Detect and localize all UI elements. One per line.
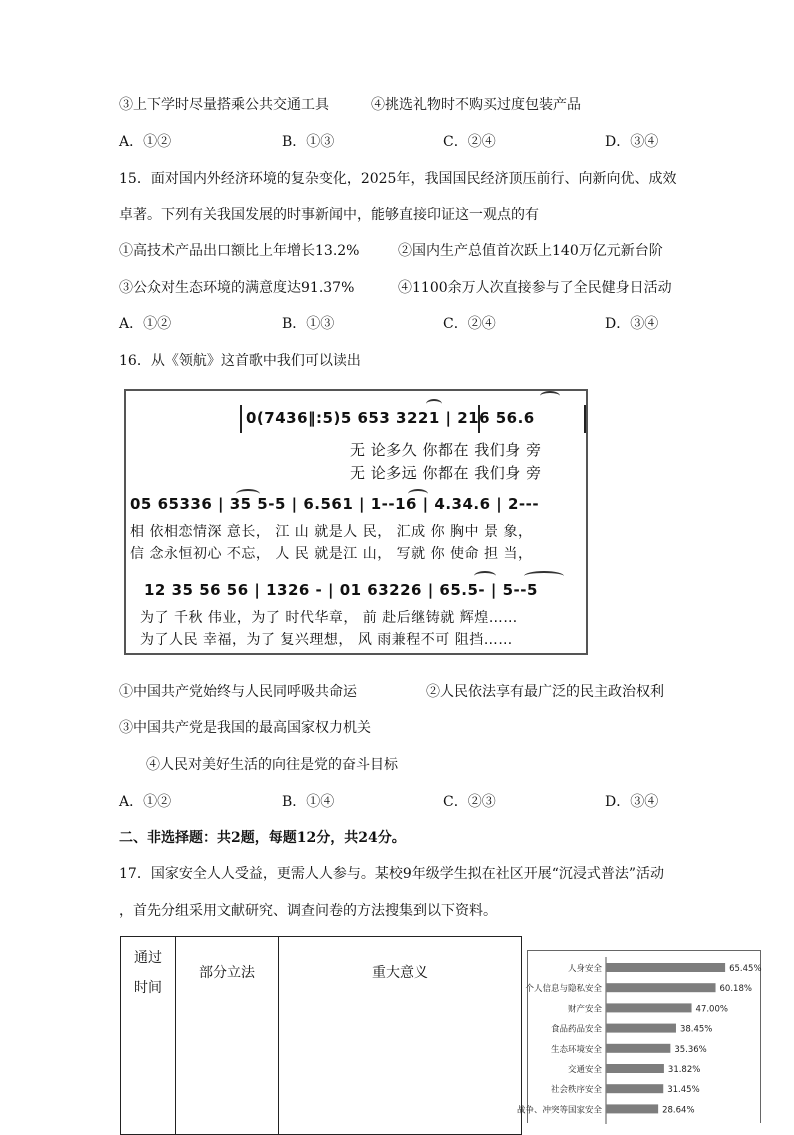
- category-label: 生态环境安全: [550, 1044, 602, 1055]
- score-row2-lyric2: 信 念永恒初心 不忘， 人 民 就是江 山， 写就 你 使命 担 当，: [130, 546, 533, 562]
- q17-stem-line1: 17．国家安全人人受益，更需人人参与。某校9年级学生拟在社区开展“沉浸式普法”活动: [119, 866, 665, 882]
- category-label: 个人信息与隐私安全: [525, 984, 602, 995]
- value-label: 35.36%: [674, 1044, 707, 1055]
- table-header-legislation: 部分立法: [176, 937, 279, 1135]
- song-score-image: [124, 389, 588, 655]
- slur-mark: [524, 571, 564, 581]
- bar: [606, 1044, 670, 1053]
- q15-choice-c: C．②④: [443, 316, 496, 332]
- value-label: 47.00%: [695, 1004, 728, 1015]
- bar: [606, 1084, 663, 1093]
- score-row2-notes: 05 65336 | 35 5-5 | 6.561 | 1--16 | 4.34.6 | 2---: [130, 495, 540, 513]
- bar: [606, 1064, 664, 1073]
- bar-chart-svg: [516, 951, 762, 1124]
- bar: [606, 963, 725, 972]
- q17-stem-line2: ，首先分组采用文献研究、调查问卷的方法搜集到以下资料。: [119, 903, 497, 919]
- q15-option-1: ①高技术产品出口额比上年增长13.2%: [119, 243, 360, 259]
- value-label: 31.82%: [667, 1065, 701, 1075]
- q14-option-4: ④挑选礼物时不购买过度包装产品: [371, 97, 581, 113]
- score-row2-lyric1: 相 依相恋情深 意长， 江 山 就是人 民， 汇成 你 胸中 景 象，: [130, 524, 533, 540]
- slur-mark: [474, 571, 496, 581]
- category-label: 财产安全: [567, 1004, 602, 1015]
- q16-stem: 16．从《领航》这首歌中我们可以读出: [119, 353, 361, 369]
- q16-choice-a: A．①②: [119, 794, 172, 810]
- slur-mark: [540, 391, 560, 401]
- q15-option-3: ③公众对生态环境的满意度达91.37%: [119, 280, 355, 296]
- bar: [606, 1003, 692, 1012]
- bar: [606, 983, 716, 992]
- q16-option-4: ④人民对美好生活的向往是党的奋斗目标: [146, 757, 398, 773]
- table-header-significance: 重大意义: [279, 937, 522, 1135]
- score-row3-notes: 12 35 56 56 | 1326 - | 01 63226 | 65.5- | 5--5: [144, 581, 538, 599]
- bar-line: [240, 405, 242, 433]
- q16-choice-d: D．③④: [605, 794, 659, 810]
- value-label: 38.45%: [679, 1024, 713, 1035]
- value-label: 60.18%: [719, 984, 752, 995]
- category-label: 战争、冲突等国家安全: [516, 1105, 602, 1116]
- score-row3-lyric2: 为了人民 幸福，为了 复兴理想， 风 雨兼程不可 阻挡……: [140, 632, 513, 648]
- score-row3-lyric1: 为了 千秋 伟业，为了 时代华章， 前 赴后继铸就 辉煌……: [140, 610, 518, 626]
- table-header-time-line2: 时间: [134, 980, 162, 996]
- q14-choice-a: A．①②: [119, 134, 172, 150]
- q15-stem-line2: 卓著。下列有关我国发展的时事新闻中，能够直接印证这一观点的有: [119, 207, 539, 223]
- value-label: 31.45%: [667, 1085, 700, 1096]
- q14-option-3: ③上下学时尽量搭乘公共交通工具: [119, 97, 329, 113]
- category-label: 社会秩序安全: [550, 1085, 602, 1096]
- table-header-time: [121, 937, 176, 1135]
- q16-option-3: ③中国共产党是我国的最高国家权力机关: [119, 720, 371, 736]
- category-label: 交通安全: [567, 1065, 602, 1075]
- score-row1-lyric1: 无 论多久 你都在 我们身 旁: [350, 441, 542, 459]
- q14-choice-c: C．②④: [443, 134, 496, 150]
- bar-line: [584, 405, 586, 433]
- legislation-table: [120, 936, 522, 1135]
- q15-choice-b: B．①③: [282, 316, 335, 332]
- bar: [606, 1104, 658, 1113]
- q16-choice-b: B．①④: [282, 794, 335, 810]
- score-row1-notes: 0(7436‖:5)5 653 3221 | 216 56.6: [246, 409, 535, 427]
- q15-option-4: ④1100余万人次直接参与了全民健身日活动: [398, 280, 672, 296]
- section-heading: 二、非选择题：共2题，每题12分，共24分。: [119, 830, 406, 846]
- score-row1-lyric2: 无 论多远 你都在 我们身 旁: [350, 464, 542, 482]
- value-label: 28.64%: [662, 1105, 695, 1116]
- value-label: 65.45%: [729, 964, 762, 974]
- q15-option-2: ②国内生产总值首次跃上140万亿元新台阶: [398, 243, 663, 259]
- q15-stem-line1: 15．面对国内外经济环境的复杂变化，2025年，我国国民经济顶压前行、向新向优、成效: [119, 171, 677, 187]
- q16-option-1: ①中国共产党始终与人民同呼吸共命运: [119, 684, 357, 700]
- q14-choice-d: D．③④: [605, 134, 659, 150]
- slur-mark: [426, 399, 442, 409]
- security-survey-chart: [516, 950, 762, 1123]
- q16-choice-c: C．②③: [443, 794, 496, 810]
- q15-choice-a: A．①②: [119, 316, 172, 332]
- category-label: 人身安全: [567, 964, 602, 974]
- bar: [606, 1024, 676, 1033]
- q14-choice-b: B．①③: [282, 134, 335, 150]
- category-label: 食品药品安全: [550, 1024, 602, 1035]
- table-header-time-line1: 通过: [134, 950, 162, 966]
- q15-choice-d: D．③④: [605, 316, 659, 332]
- q16-option-2: ②人民依法享有最广泛的民主政治权利: [426, 684, 664, 700]
